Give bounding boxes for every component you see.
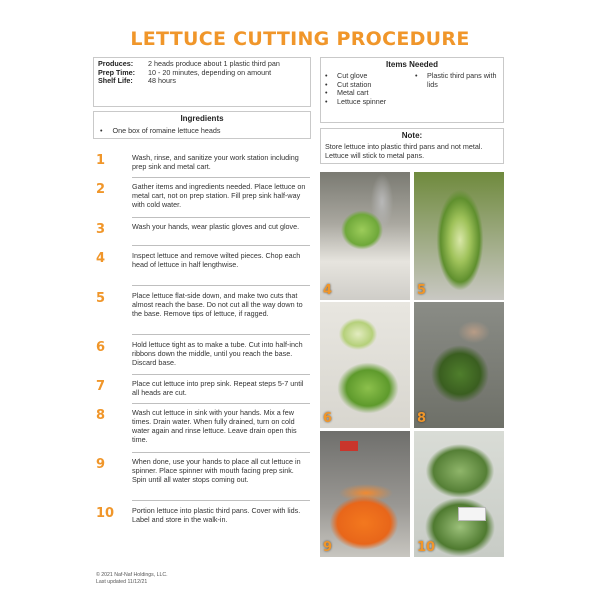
shelf-life-label: Shelf Life: — [98, 76, 133, 86]
step-number: 1 — [96, 153, 106, 168]
pan-label-graphic — [458, 507, 486, 521]
items-needed-box — [320, 57, 504, 123]
item-plastic-pans: • Plastic third pans with lids — [415, 72, 499, 89]
step-9-photo — [320, 431, 410, 557]
step-text: When done, use your hands to place all cut lettuce in spinner. Place spinner with mouth facing prep sink. Spin until all water stops coming out. — [132, 457, 301, 484]
items-needed-heading: Items Needed — [385, 60, 439, 69]
step-divider — [132, 177, 310, 178]
photo-label: 10 — [417, 540, 436, 555]
step-number: 2 — [96, 182, 106, 197]
step-divider — [132, 217, 310, 218]
ingredient-item: • One box of romaine lettuce heads — [100, 126, 304, 135]
step-text: Portion lettuce into plastic third pans. Cover with lids. Label and store in the walk-in. — [132, 506, 301, 524]
photo-label: 5 — [417, 283, 427, 298]
item-cut-station: • Cut station — [325, 81, 415, 90]
step-10-photo — [414, 431, 504, 557]
step-divider — [132, 245, 310, 246]
note-box — [320, 128, 504, 164]
item-lettuce-spinner: • Lettuce spinner — [325, 98, 415, 107]
item-metal-cart: • Metal cart — [325, 89, 415, 98]
step-divider — [132, 452, 310, 453]
step-number: 6 — [96, 340, 106, 355]
step-number: 8 — [96, 408, 106, 423]
step-number: 7 — [96, 379, 106, 394]
page-title: LETTUCE CUTTING PROCEDURE — [130, 28, 470, 50]
items-needed-col2 — [415, 72, 499, 106]
photo-label: 9 — [323, 540, 333, 555]
produces-value: 2 heads produce about 1 plastic third pan — [148, 59, 280, 68]
step-divider — [132, 334, 310, 335]
step-5-photo — [414, 172, 504, 300]
ingredients-list — [94, 123, 310, 138]
items-needed-col1 — [325, 72, 415, 106]
step-text: Wash, rinse, and sanitize your work station including prep sink and metal cart. — [132, 153, 299, 171]
step-number: 9 — [96, 457, 106, 472]
step-text: Wash cut lettuce in sink with your hands. Mix a few times. Drain water. When fully drained, turn on cold water again and rinse lettuce. Leave drain open this time. — [132, 408, 297, 444]
step-number: 3 — [96, 222, 106, 237]
copyright-text: © 2021 Naf-Naf Holdings, LLC. — [96, 572, 168, 578]
box-label-graphic — [340, 441, 358, 451]
step-divider — [132, 500, 310, 501]
photo-label: 6 — [323, 411, 333, 426]
step-text: Place cut lettuce into prep sink. Repeat steps 5-7 until all heads are cut. — [132, 379, 304, 397]
ingredients-box — [93, 111, 311, 139]
step-4-photo — [320, 172, 410, 300]
recipe-info-box — [93, 57, 311, 107]
footer — [96, 572, 168, 585]
step-text: Hold lettuce tight as to make a tube. Cut into half-inch ribbons down the middle, until you reach the base. Discard base. — [132, 340, 303, 367]
shelf-life-row — [98, 77, 306, 86]
step-text: Place lettuce flat-side down, and make two cuts that almost reach the base. Do not cut all the way down to the base. Remove tips of lettuce, if ragged. — [132, 291, 303, 318]
ingredients-heading: Ingredients — [180, 114, 224, 123]
step-text: Inspect lettuce and remove wilted pieces. Chop each head of lettuce in half lengthwise. — [132, 251, 301, 269]
step-divider — [132, 403, 310, 404]
item-cut-glove: • Cut glove — [325, 72, 415, 81]
step-number: 10 — [96, 506, 115, 521]
step-6-photo — [320, 302, 410, 428]
last-updated-text: Last updated 11/12/21 — [96, 578, 148, 585]
step-divider — [132, 285, 310, 286]
photo-label: 4 — [323, 283, 333, 298]
shelf-life-value: 48 hours — [148, 76, 176, 86]
produces-label: Produces: — [98, 59, 134, 68]
step-text: Gather items and ingredients needed. Place lettuce on metal cart, not on prep station. Fill prep sink half-way with cold water. — [132, 182, 306, 209]
photo-label: 8 — [417, 411, 427, 426]
prep-time-label: Prep Time: — [98, 67, 136, 77]
step-number: 5 — [96, 291, 106, 306]
step-divider — [132, 374, 310, 375]
prep-time-value: 10 - 20 minutes, depending on amount — [148, 67, 272, 77]
step-text: Wash your hands, wear plastic gloves and cut glove. — [132, 222, 300, 231]
step-number: 4 — [96, 251, 106, 266]
note-heading: Note: — [401, 131, 423, 140]
note-text: Store lettuce into plastic third pans and not metal. Lettuce will stick to metal pans. — [325, 142, 483, 160]
step-8-photo — [414, 302, 504, 428]
